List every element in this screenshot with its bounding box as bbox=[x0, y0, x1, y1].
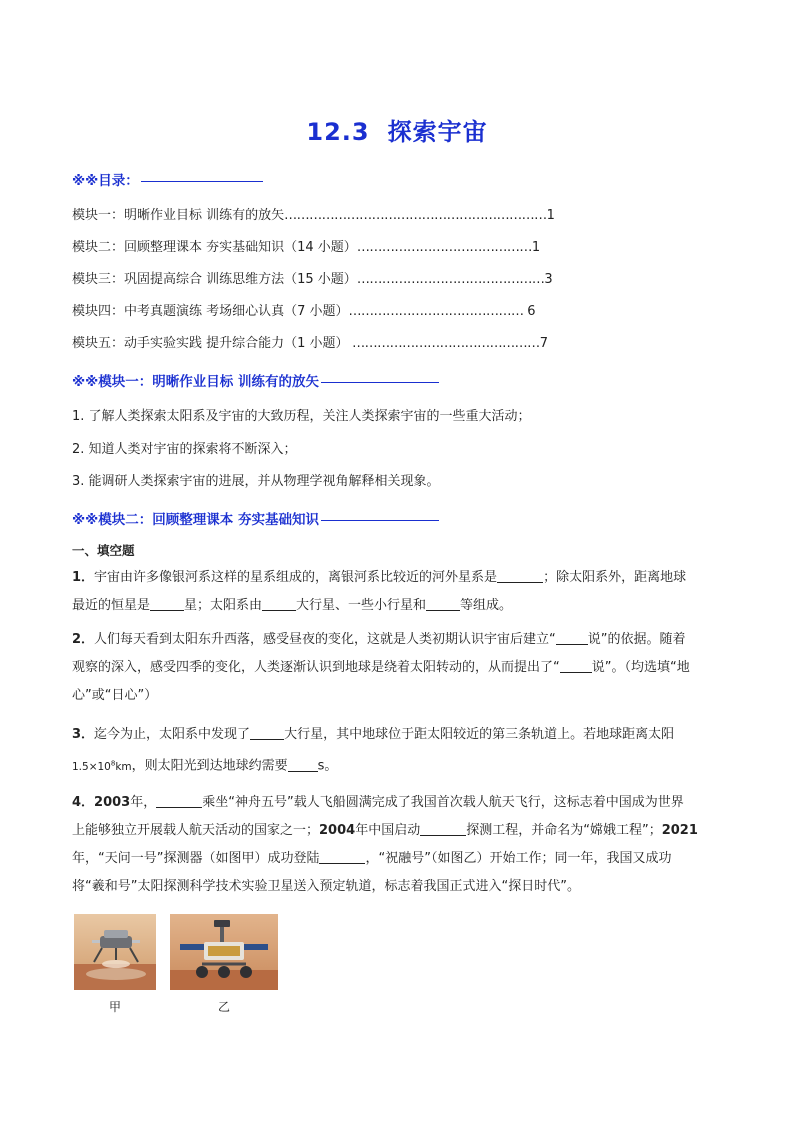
mars-lander-icon bbox=[74, 914, 156, 990]
title-text: 探索宇宙 bbox=[387, 118, 488, 146]
answer-blank[interactable] bbox=[497, 569, 543, 583]
heading-rule bbox=[141, 181, 263, 182]
toc-item-2[interactable]: 模块二：回顾整理课本 夯实基础知识（14 小题）……………………………………1 bbox=[72, 240, 541, 255]
figure-a-lander-image bbox=[74, 914, 156, 990]
answer-blank[interactable] bbox=[288, 758, 318, 772]
title-number: 12.3 bbox=[306, 118, 370, 146]
mars-rover-icon bbox=[170, 914, 278, 990]
figure-b-rover-image bbox=[170, 914, 278, 990]
heading-rule bbox=[321, 382, 439, 383]
toc-item-4[interactable]: 模块四：中考真题演练 考场细心认真（7 小题）…………………………………… 6 bbox=[72, 304, 536, 319]
objective-item: 2. 知道人类对宇宙的探索将不断深入； bbox=[72, 442, 297, 457]
module1-heading: ※※模块一：明晰作业目标 训练有的放矢 bbox=[72, 372, 439, 392]
answer-blank[interactable] bbox=[426, 597, 460, 611]
page-title bbox=[0, 112, 794, 147]
toc-item-5[interactable]: 模块五：动手实验实践 提升综合能力（1 小题） ………………………………………7 bbox=[72, 336, 548, 351]
answer-blank[interactable] bbox=[420, 822, 466, 836]
answer-blank[interactable] bbox=[150, 597, 184, 611]
question-4: 4．2003年， 乘坐“神舟五号”载人飞船圆满完成了我国首次载人航天飞行，这标志着中国成为世界 上能够独立开展载人航天活动的国家之一；2004年中国启动 探测工程，并命名为“嫦娥工程”；2021 年，“天问一号”探测器（如图甲）成功登陆 ，“祝融号”（如图乙）开始工作；同一年，我国又成功 将“羲和号”太阳探测科学技术实验卫星送入预定轨道，标志着我国正式进入“探日时代”。 bbox=[72, 795, 698, 894]
figure-a-caption: 甲 bbox=[108, 1000, 121, 1014]
answer-blank[interactable] bbox=[262, 597, 296, 611]
figure-b-caption: 乙 bbox=[217, 1000, 230, 1014]
objective-item: 3. 能调研人类探索宇宙的进展，并从物理学视角解释相关现象。 bbox=[72, 474, 440, 489]
toc-item-3[interactable]: 模块三：巩固提高综合 训练思维方法（15 小题）………………………………………3 bbox=[72, 272, 553, 287]
answer-blank[interactable] bbox=[556, 631, 588, 645]
distance-value: $1.5\times 10^8km$ bbox=[72, 759, 132, 773]
heading-rule bbox=[321, 520, 439, 521]
question-2: 2．人们每天看到太阳东升西落，感受昼夜的变化，这就是人类初期认识宇宙后建立“ 说”的依据。随着 观察的深入，感受四季的变化，人类逐渐认识到地球是绕着太阳转动的，从而提出了“ 说”。（均选填“地 心”或“日心”） bbox=[72, 632, 690, 703]
module2-heading: ※※模块二：回顾整理课本 夯实基础知识 bbox=[72, 510, 439, 530]
toc-heading: ※※目录： bbox=[72, 171, 263, 191]
toc-item-1[interactable]: 模块一：明晰作业目标 训练有的放矢………………………………………………………1 bbox=[72, 208, 555, 223]
question-3: 3．迄今为止，太阳系中发现了 大行星，其中地球位于距太阳较近的第三条轨道上。若地球距离太阳 $1.5\times 10^8km$，则太阳光到达地球约需要 s。 bbox=[72, 727, 675, 774]
section-subheading: 一、填空题 bbox=[72, 543, 135, 558]
objective-item: 1. 了解人类探索太阳系及宇宙的大致历程，关注人类探索宇宙的一些重大活动； bbox=[72, 409, 531, 424]
answer-blank[interactable] bbox=[250, 726, 284, 740]
answer-blank[interactable] bbox=[560, 659, 592, 673]
answer-blank[interactable] bbox=[319, 850, 365, 864]
answer-blank[interactable] bbox=[156, 794, 202, 808]
question-1: 1．宇宙由许多像银河系这样的星系组成的，离银河系比较近的河外星系是 ；除太阳系外，距离地球 最近的恒星是 星；太阳系由 大行星、一些小行星和 等组成。 bbox=[72, 570, 687, 613]
